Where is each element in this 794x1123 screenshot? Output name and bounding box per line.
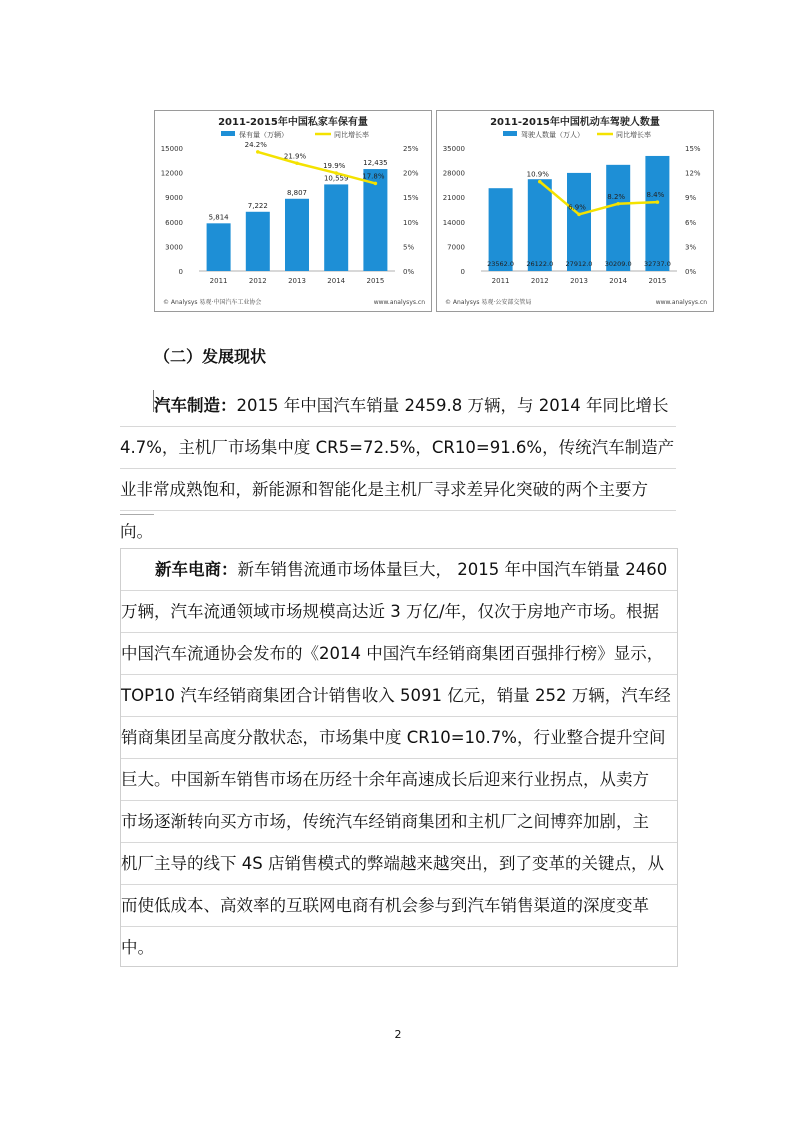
y2-tick-label: 10% <box>403 218 419 227</box>
line-text: 新车销售流通市场体量巨大， 2015 年中国汽车销量 2460 <box>237 560 668 579</box>
chart-svg <box>155 111 431 311</box>
y-tick-label: 21000 <box>442 194 465 203</box>
y2-tick-label: 6% <box>685 218 697 227</box>
paragraph-line: 4.7%，主机厂市场集中度 CR5=72.5%，CR10=91.6%，传统汽车制造产 <box>120 427 676 469</box>
growth-line <box>540 182 658 215</box>
paragraph-lead: 汽车制造： <box>154 396 237 415</box>
paragraph-line: 机厂主导的线下 4S 店销售模式的弊端越来越突出，到了变革的关键点，从 <box>121 843 677 885</box>
bar <box>285 199 309 271</box>
bar <box>207 223 231 271</box>
paragraph-line: 向。 <box>120 522 153 541</box>
growth-point <box>374 182 378 186</box>
bar-value-label: 23562.0 <box>487 260 515 268</box>
y2-tick-label: 20% <box>403 169 419 178</box>
paragraph-line: 中。 <box>121 938 154 957</box>
y-tick-label: 12000 <box>160 169 183 178</box>
x-tick-label: 2014 <box>609 277 628 285</box>
y-tick-label: 28000 <box>442 169 465 178</box>
bar-value-label: 5,814 <box>208 213 229 222</box>
paragraph-line: 万辆，汽车流通领域市场规模高达近 3 万亿/年，仅次于房地产市场。根据 <box>121 591 677 633</box>
y2-tick-label: 0% <box>685 268 697 276</box>
bar-value-label: 7,222 <box>247 201 268 210</box>
page-number: 2 <box>394 1028 402 1041</box>
chart-title: 2011-2015年中国私家车保有量 <box>218 117 368 128</box>
growth-point <box>538 180 542 184</box>
growth-value-label: 21.9% <box>283 152 307 161</box>
growth-value-label: 24.2% <box>244 140 267 149</box>
legend-line-label: 同比增长率 <box>616 131 651 139</box>
y2-tick-label: 3% <box>685 243 697 252</box>
growth-point <box>577 213 581 217</box>
paragraph-line: 而使低成本、高效率的互联网电商有机会参与到汽车销售渠道的深度变革 <box>121 885 677 927</box>
paragraph-line: 销商集团呈高度分散状态，市场集中度 CR10=10.7%，行业整合提升空间 <box>121 717 677 759</box>
bar-value-label: 32737.0 <box>643 260 671 268</box>
x-tick-label: 2014 <box>327 277 346 285</box>
y-tick-label: 15000 <box>160 145 183 153</box>
x-tick-label: 2012 <box>248 277 267 285</box>
chart-svg <box>437 111 713 311</box>
legend-bar-swatch <box>221 131 235 136</box>
section-heading: （二）发展现状 <box>154 347 267 366</box>
y-tick-label: 14000 <box>442 218 465 227</box>
chart-title: 2011-2015年中国机动车驾驶人数量 <box>490 117 660 128</box>
paragraph-line: 中国汽车流通协会发布的《2014 中国汽车经销商集团百强排行榜》显示， <box>121 633 677 675</box>
y-tick-label: 35000 <box>442 145 465 153</box>
paragraph-line: 巨大。中国新车销售市场在历经十余年高速成长后迎来行业拐点，从卖方 <box>121 759 677 801</box>
legend-line-label: 同比增长率 <box>334 131 369 139</box>
legend-bar-swatch <box>503 131 517 136</box>
y2-tick-label: 5% <box>403 243 415 252</box>
legend-bar-label: 驾驶人数量（万人） <box>521 131 584 139</box>
bar-value-label: 30209.0 <box>604 260 632 268</box>
driver-count-chart <box>436 110 714 312</box>
growth-value-label: 19.9% <box>323 162 346 171</box>
x-tick-label: 2015 <box>366 277 385 285</box>
growth-point <box>256 150 260 154</box>
x-tick-label: 2012 <box>530 277 549 285</box>
paragraph-lead: 新车电商： <box>155 560 238 579</box>
bar-value-label: 26122.0 <box>526 260 554 268</box>
source-text: © Analysys 易观·公安部交管局 <box>445 299 532 306</box>
paragraph-line <box>121 549 677 591</box>
y2-tick-label: 0% <box>403 268 415 276</box>
growth-value-label: 17.8% <box>362 172 385 181</box>
growth-value-label: 8.2% <box>607 192 626 201</box>
paragraph-line: 市场逐渐转向买方市场，传统汽车经销商集团和主机厂之间博弈加剧，主 <box>121 801 677 843</box>
x-tick-label: 2011 <box>209 277 228 285</box>
bar <box>645 156 669 271</box>
source-url: www.analysys.cn <box>655 299 707 306</box>
paragraph-auto-manufacturing <box>120 385 676 552</box>
bar-value-label: 12,435 <box>363 159 388 168</box>
y-tick-label: 0 <box>178 268 183 276</box>
bar <box>606 165 630 271</box>
growth-value-label: 8.4% <box>646 191 665 200</box>
y2-tick-label: 9% <box>685 194 697 203</box>
bar <box>246 212 270 271</box>
x-tick-label: 2015 <box>648 277 667 285</box>
bar-value-label: 8,807 <box>286 188 308 197</box>
paragraph-line: 业非常成熟饱和，新能源和智能化是主机厂寻求差异化突破的两个主要方 <box>120 469 676 511</box>
paragraph-new-car-ecommerce <box>120 548 678 967</box>
y2-tick-label: 15% <box>685 145 701 153</box>
x-tick-label: 2011 <box>491 277 510 285</box>
bar <box>489 188 513 271</box>
bar <box>567 173 591 271</box>
y-tick-label: 9000 <box>165 194 183 203</box>
bar-value-label: 10,559 <box>323 174 349 183</box>
growth-point <box>295 161 299 165</box>
private-car-ownership-chart <box>154 110 432 312</box>
bar <box>324 184 348 271</box>
y2-tick-label: 12% <box>685 169 701 178</box>
growth-value-label: 10.9% <box>526 170 549 179</box>
paragraph-line: TOP10 汽车经销商集团合计销售收入 5091 亿元，销量 252 万辆，汽车经 <box>121 675 677 717</box>
x-tick-label: 2013 <box>570 277 588 285</box>
bar-value-label: 27912.0 <box>565 260 593 268</box>
growth-value-label: 6.9% <box>568 203 586 212</box>
legend-bar-label: 保有量（万辆） <box>239 131 288 139</box>
y-tick-label: 0 <box>460 268 465 276</box>
divider <box>120 514 154 515</box>
growth-line <box>258 152 376 183</box>
source-url: www.analysys.cn <box>373 299 425 306</box>
y-tick-label: 3000 <box>165 243 183 252</box>
growth-point <box>334 171 338 175</box>
source-text: © Analysys 易观·中国汽车工业协会 <box>163 299 262 306</box>
y-tick-label: 6000 <box>165 218 183 227</box>
y-tick-label: 7000 <box>447 243 465 252</box>
line-text: 2015 年中国汽车销量 2459.8 万辆，与 2014 年同比增长 <box>236 396 669 415</box>
paragraph-line <box>120 385 676 427</box>
growth-point <box>616 202 620 206</box>
growth-point <box>656 200 660 204</box>
y2-tick-label: 25% <box>403 145 419 153</box>
x-tick-label: 2013 <box>288 277 306 285</box>
y2-tick-label: 15% <box>403 194 419 203</box>
bar <box>528 179 552 271</box>
